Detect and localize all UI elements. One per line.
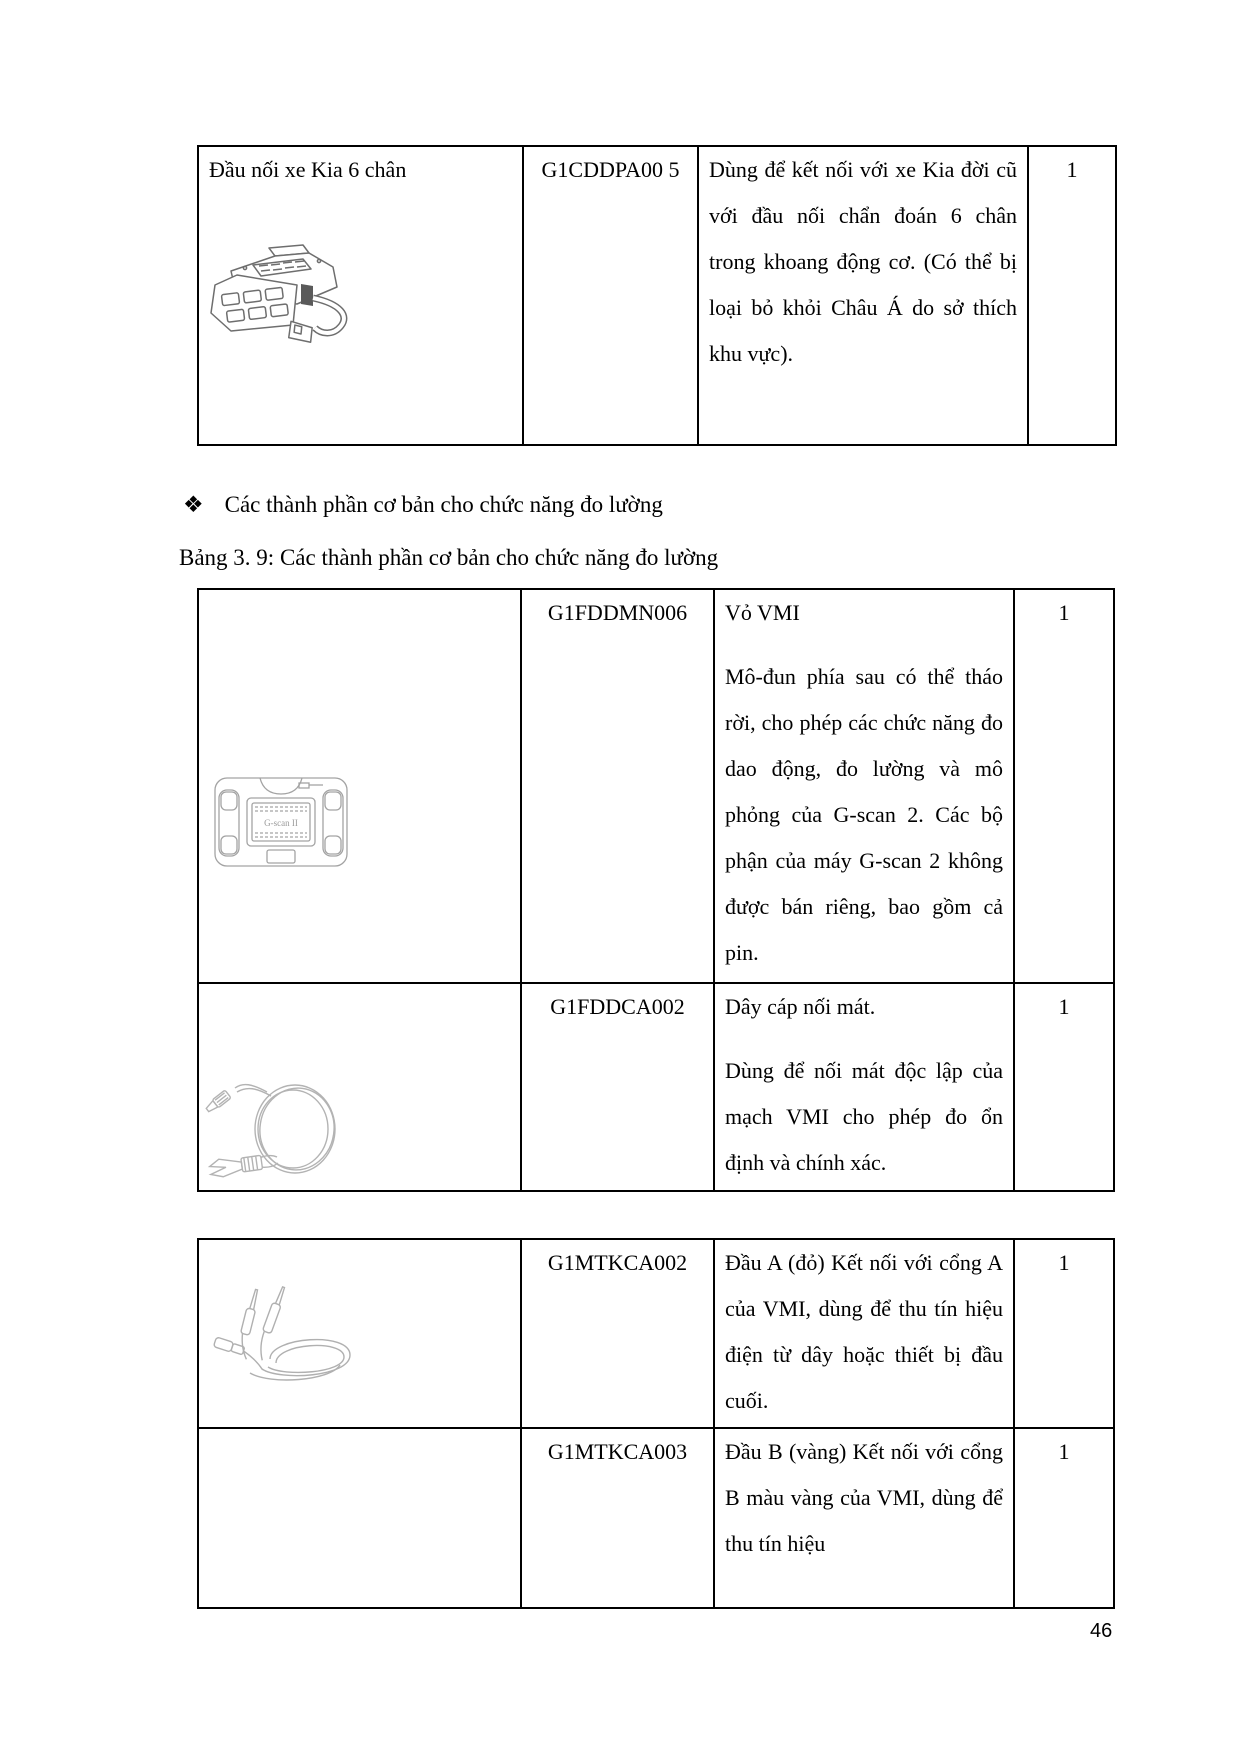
part-image-cell (198, 983, 521, 1191)
part-code: G1MTKCA002 (547, 1250, 688, 1275)
part-description: Mô-đun phía sau có thể tháo rời, cho phép các chức năng đo dao động, đo lường và mô phỏng của G-scan 2. Các bộ phận của máy G-scan 2 không được bán riêng, bao gồm cả pin. (725, 664, 1003, 965)
part-code: G1FDDMN006 (547, 600, 688, 625)
part-code-cell (523, 146, 698, 445)
part-description-cell (698, 146, 1028, 445)
part-qty-cell (1014, 983, 1114, 1191)
table-row (198, 983, 1114, 1191)
part-code: G1MTKCA003 (547, 1439, 688, 1464)
table-row (198, 589, 1114, 983)
diamond-bullet-icon: ❖ (183, 492, 204, 517)
section-bullet-label: Các thành phần cơ bản cho chức năng đo lường (224, 492, 663, 517)
section-bullet-line (183, 490, 663, 520)
part-qty-cell (1014, 1239, 1114, 1428)
test-leads-table (197, 1238, 1115, 1609)
part-description-cell (714, 1428, 1014, 1608)
part-qty-cell (1014, 589, 1114, 983)
ground-cable-icon (205, 1070, 351, 1184)
part-name-cell (198, 146, 523, 445)
part-image-cell (198, 1239, 521, 1428)
part-qty: 1 (1058, 994, 1070, 1019)
kia-6pin-connector-icon (201, 240, 365, 348)
measurement-components-table (197, 588, 1115, 1192)
gscan2-back-cover-drawing (210, 767, 352, 873)
part-qty: 1 (1058, 1250, 1070, 1275)
test-lead-a-icon (210, 1280, 358, 1396)
test-lead-a-drawing (210, 1280, 358, 1396)
part-title: Dây cáp nối mát. (725, 994, 876, 1019)
ground-cable-drawing (205, 1070, 351, 1184)
part-description-cell (714, 983, 1014, 1191)
part-qty: 1 (1058, 600, 1070, 625)
part-qty: 1 (1066, 157, 1078, 182)
table-caption: Bảng 3. 9: Các thành phần cơ bản cho chức năng đo lường (179, 545, 719, 570)
kia-6pin-connector-drawing (201, 240, 365, 348)
part-description-cell (714, 589, 1014, 983)
part-title: Vỏ VMI (725, 600, 800, 625)
part-code-cell (521, 589, 714, 983)
part-code: G1FDDCA002 (550, 994, 685, 1019)
part-qty: 1 (1058, 1439, 1070, 1464)
part-qty-cell (1014, 1428, 1114, 1608)
table-row (198, 1239, 1114, 1428)
part-description-cell (714, 1239, 1014, 1428)
part-description: Đầu A (đỏ) Kết nối với cổng A của VMI, dùng để thu tín hiệu điện từ dây hoặc thiết bị đầu cuối. (725, 1250, 1003, 1413)
part-image-cell (198, 1428, 521, 1608)
part-code-cell (521, 1428, 714, 1608)
table-row (198, 1428, 1114, 1608)
part-qty-cell (1028, 146, 1116, 445)
part-code: G1CDDPA00 5 (541, 157, 680, 182)
part-description: Đầu B (vàng) Kết nối với cổng B màu vàng của VMI, dùng để thu tín hiệu (725, 1439, 1003, 1556)
gscan2-logo-text: G-scan II (264, 818, 298, 828)
gscan2-back-cover-icon (210, 767, 352, 873)
table-row (198, 146, 1116, 445)
part-name: Đầu nối xe Kia 6 chân (209, 157, 407, 182)
part-description: Dùng để kết nối với xe Kia đời cũ với đầu nối chẩn đoán 6 chân trong khoang động cơ. (Có thể bị loại bỏ khỏi Châu Á do sở thích khu vực). (709, 157, 1017, 366)
part-description: Dùng để nối mát độc lập của mạch VMI cho phép đo ổn định và chính xác. (725, 1058, 1003, 1175)
kia-connector-table (197, 145, 1117, 446)
page-number: 46 (1090, 1620, 1113, 1642)
part-image-cell (198, 589, 521, 983)
part-code-cell (521, 983, 714, 1191)
part-code-cell (521, 1239, 714, 1428)
